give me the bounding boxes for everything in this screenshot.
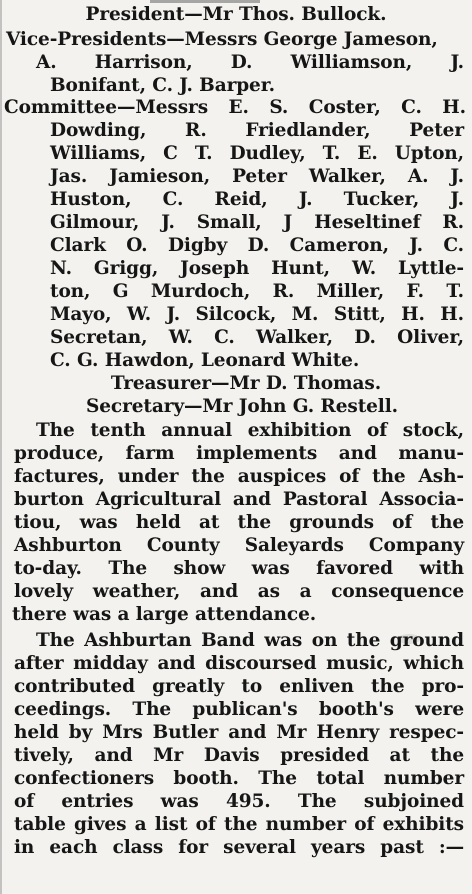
paragraph-line: produce, farm implements and manu- xyxy=(14,443,464,464)
paragraph-line: confectioners booth. The total number xyxy=(14,768,464,789)
committee-line: Gilmour, J. Small, J Heseltinef R. xyxy=(50,212,464,233)
top-rule xyxy=(150,0,260,3)
committee-line: C. G. Hawdon, Leonard White. xyxy=(50,350,360,371)
vice-presidents-line: A. Harrison, D. Williamson, J. xyxy=(36,52,464,73)
committee-line: Huston, C. Reid, J. Tucker, J. xyxy=(50,189,464,210)
committee-line: Dowding, R. Friedlander, Peter xyxy=(50,120,464,141)
paragraph-line: there was a large attendance. xyxy=(12,604,317,625)
paragraph-line: tively, and Mr Davis presided at the xyxy=(14,745,464,766)
president-line: President—Mr Thos. Bullock. xyxy=(85,4,387,25)
paragraph-line: held by Mrs Butler and Mr Henry respec- xyxy=(14,722,464,743)
committee-line: Clark O. Digby D. Cameron, J. C. xyxy=(50,235,464,256)
committee-line: Jas. Jamieson, Peter Walker, A. J. xyxy=(50,166,464,187)
paragraph-line: of entries was 495. The subjoined xyxy=(14,791,464,812)
paragraph-line: to-day. The show was favored with xyxy=(14,558,464,579)
committee-line: Secretan, W. C. Walker, D. Oliver, xyxy=(50,327,464,348)
paragraph-line: in each class for several years past :— xyxy=(14,837,464,858)
committee-line: Committee—Messrs E. S. Coster, C. H. xyxy=(4,97,466,118)
paragraph-line: ceedings. The publican's booth's were xyxy=(14,699,464,720)
paragraph-line: table gives a list of the number of exhibits xyxy=(14,814,464,835)
committee-line: Mayo, W. J. Silcock, M. Stitt, H. H. xyxy=(50,304,464,325)
vice-presidents-line: Bonifant, C. J. Barper. xyxy=(50,75,276,96)
committee-line: ton, G Murdoch, R. Miller, F. T. xyxy=(50,281,464,302)
paragraph-line: contributed greatly to enliven the pro- xyxy=(14,676,464,697)
committee-line: N. Grigg, Joseph Hunt, W. Lyttle- xyxy=(50,258,464,279)
paragraph-line: factures, under the auspices of the Ash- xyxy=(14,466,464,487)
paragraph-line: lovely weather, and as a consequence xyxy=(14,581,464,602)
paragraph-line: burton Agricultural and Pastoral Associa- xyxy=(14,489,464,510)
vice-presidents-line: Vice-Presidents—Messrs George Jameson, xyxy=(6,29,438,50)
column-rule xyxy=(0,0,2,894)
paragraph-line: Ashburton County Saleyards Company xyxy=(14,535,464,556)
committee-line: Williams, C T. Dudley, T. E. Upton, xyxy=(50,143,464,164)
paragraph-line: The tenth annual exhibition of stock, xyxy=(36,420,464,441)
paragraph-line: The Ashburtan Band was on the ground xyxy=(36,630,464,651)
treasurer-line: Treasurer—Mr D. Thomas. xyxy=(110,373,382,394)
secretary-line: Secretary—Mr John G. Restell. xyxy=(85,396,399,417)
paragraph-line: after midday and discoursed music, which xyxy=(14,653,464,674)
paragraph-line: tiou, was held at the grounds of the xyxy=(14,512,464,533)
